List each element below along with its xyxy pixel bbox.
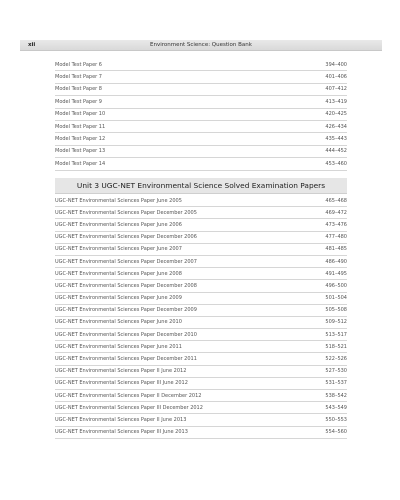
toc-row (55, 280, 347, 292)
toc-row (55, 232, 347, 244)
toc-entry-pages: 465–468 (325, 197, 347, 204)
toc-entry-title: Model Test Paper 11 (55, 123, 106, 130)
toc-row (55, 121, 347, 133)
toc-entry-pages: 453–460 (325, 160, 347, 167)
toc-entry-title: UGC-NET Environmental Sciences Paper December 2007 (55, 258, 197, 265)
toc-row (55, 317, 347, 329)
toc-entry-pages: 527–530 (325, 368, 347, 375)
toc-entry-title: UGC-NET Environmental Sciences Paper June 2007 (55, 246, 182, 253)
toc-entry-pages: 543–549 (325, 404, 347, 411)
toc-row (55, 378, 347, 390)
toc-entry-title: Model Test Paper 12 (55, 136, 106, 143)
toc-entry-title: UGC-NET Environmental Sciences Paper December 2010 (55, 331, 197, 338)
toc-row (55, 71, 347, 83)
toc-entry-pages: 407–412 (325, 86, 347, 93)
toc-entry-pages: 513–517 (325, 331, 347, 338)
toc-entry-title: UGC-NET Environmental Sciences Paper June 2005 (55, 197, 182, 204)
toc-row (55, 402, 347, 414)
toc-entry-pages: 496–500 (325, 282, 347, 289)
toc-row (55, 158, 347, 170)
toc-entry-title: UGC-NET Environmental Sciences Paper December 2005 (55, 209, 197, 216)
toc-row (55, 96, 347, 108)
toc-entry-title: UGC-NET Environmental Sciences Paper December 2009 (55, 307, 197, 314)
page-number: xii (28, 42, 36, 48)
toc-entry-title: Model Test Paper 9 (55, 98, 102, 105)
toc-row (55, 427, 347, 439)
running-header (20, 40, 382, 51)
toc-row (55, 341, 347, 353)
model-test-list (55, 59, 347, 171)
toc-entry-title: UGC-NET Environmental Sciences Paper June 2006 (55, 221, 182, 228)
toc-row (55, 195, 347, 207)
toc-row (55, 366, 347, 378)
toc-entry-pages: 554–560 (325, 429, 347, 436)
toc-entry-title: UGC-NET Environmental Sciences Paper III June 2012 (55, 380, 188, 387)
toc-entry-title: UGC-NET Environmental Sciences Paper June 2008 (55, 270, 182, 277)
toc-entry-pages: 426–434 (325, 123, 347, 130)
toc-entry-pages: 401–406 (325, 74, 347, 81)
toc-entry-pages: 469–472 (325, 209, 347, 216)
toc-row (55, 59, 347, 71)
toc-entry-title: UGC-NET Environmental Sciences Paper III December 2012 (55, 404, 203, 411)
toc-row (55, 219, 347, 231)
toc-entry-pages: 481–485 (325, 246, 347, 253)
toc-entry-title: UGC-NET Environmental Sciences Paper II June 2012 (55, 368, 187, 375)
toc-row (55, 414, 347, 426)
toc-entry-title: Model Test Paper 6 (55, 61, 102, 68)
toc-row (55, 109, 347, 121)
toc-entry-title: UGC-NET Environmental Sciences Paper June 2011 (55, 343, 182, 350)
toc-entry-title: UGC-NET Environmental Sciences Paper II December 2012 (55, 392, 202, 399)
toc-entry-title: UGC-NET Environmental Sciences Paper December 2011 (55, 356, 197, 363)
toc-entry-title: UGC-NET Environmental Sciences Paper June 2010 (55, 319, 182, 326)
toc-row (55, 293, 347, 305)
toc-entry-title: UGC-NET Environmental Sciences Paper II June 2013 (55, 416, 187, 423)
toc-entry-pages: 501–504 (325, 295, 347, 302)
toc-entry-title: UGC-NET Environmental Sciences Paper December 2006 (55, 234, 197, 241)
toc-entry-pages: 509–512 (325, 319, 347, 326)
solved-papers-list (55, 195, 347, 439)
toc-entry-pages: 518–521 (325, 343, 347, 350)
toc-entry-pages: 538–542 (325, 392, 347, 399)
toc-entry-title: Model Test Paper 13 (55, 148, 106, 155)
toc-entry-pages: 413–419 (325, 98, 347, 105)
toc-entry-pages: 435–443 (325, 136, 347, 143)
toc-row (55, 146, 347, 158)
toc-row (55, 256, 347, 268)
toc-entry-title: Model Test Paper 7 (55, 74, 102, 81)
toc-row (55, 353, 347, 365)
toc-entry-pages: 550–553 (325, 416, 347, 423)
toc-entry-pages: 531–537 (325, 380, 347, 387)
running-title: Environment Science: Question Bank (150, 42, 252, 48)
toc-row (55, 207, 347, 219)
toc-row (55, 329, 347, 341)
toc-row (55, 133, 347, 145)
toc-entry-pages: 522–526 (325, 356, 347, 363)
unit-heading: Unit 3 UGC-NET Environmental Science Solved Examination Papers (55, 178, 347, 194)
toc-entry-title: UGC-NET Environmental Sciences Paper December 2008 (55, 282, 197, 289)
toc-entry-pages: 473–476 (325, 221, 347, 228)
toc-entry-title: Model Test Paper 14 (55, 160, 106, 167)
toc-row (55, 390, 347, 402)
toc-entry-title: Model Test Paper 10 (55, 111, 106, 118)
toc-entry-pages: 420–425 (325, 111, 347, 118)
toc-entry-pages: 505–508 (325, 307, 347, 314)
toc-entry-pages: 486–490 (325, 258, 347, 265)
toc-row (55, 84, 347, 96)
toc-entry-pages: 491–495 (325, 270, 347, 277)
toc-entry-pages: 444–452 (325, 148, 347, 155)
toc-entry-pages: 477–480 (325, 234, 347, 241)
toc-entry-pages: 394–400 (325, 61, 347, 68)
toc-row (55, 268, 347, 280)
toc-row (55, 244, 347, 256)
toc-row (55, 305, 347, 317)
toc-entry-title: UGC-NET Environmental Sciences Paper June 2009 (55, 295, 182, 302)
toc-entry-title: Model Test Paper 8 (55, 86, 102, 93)
toc-entry-title: UGC-NET Environmental Sciences Paper III June 2013 (55, 429, 188, 436)
